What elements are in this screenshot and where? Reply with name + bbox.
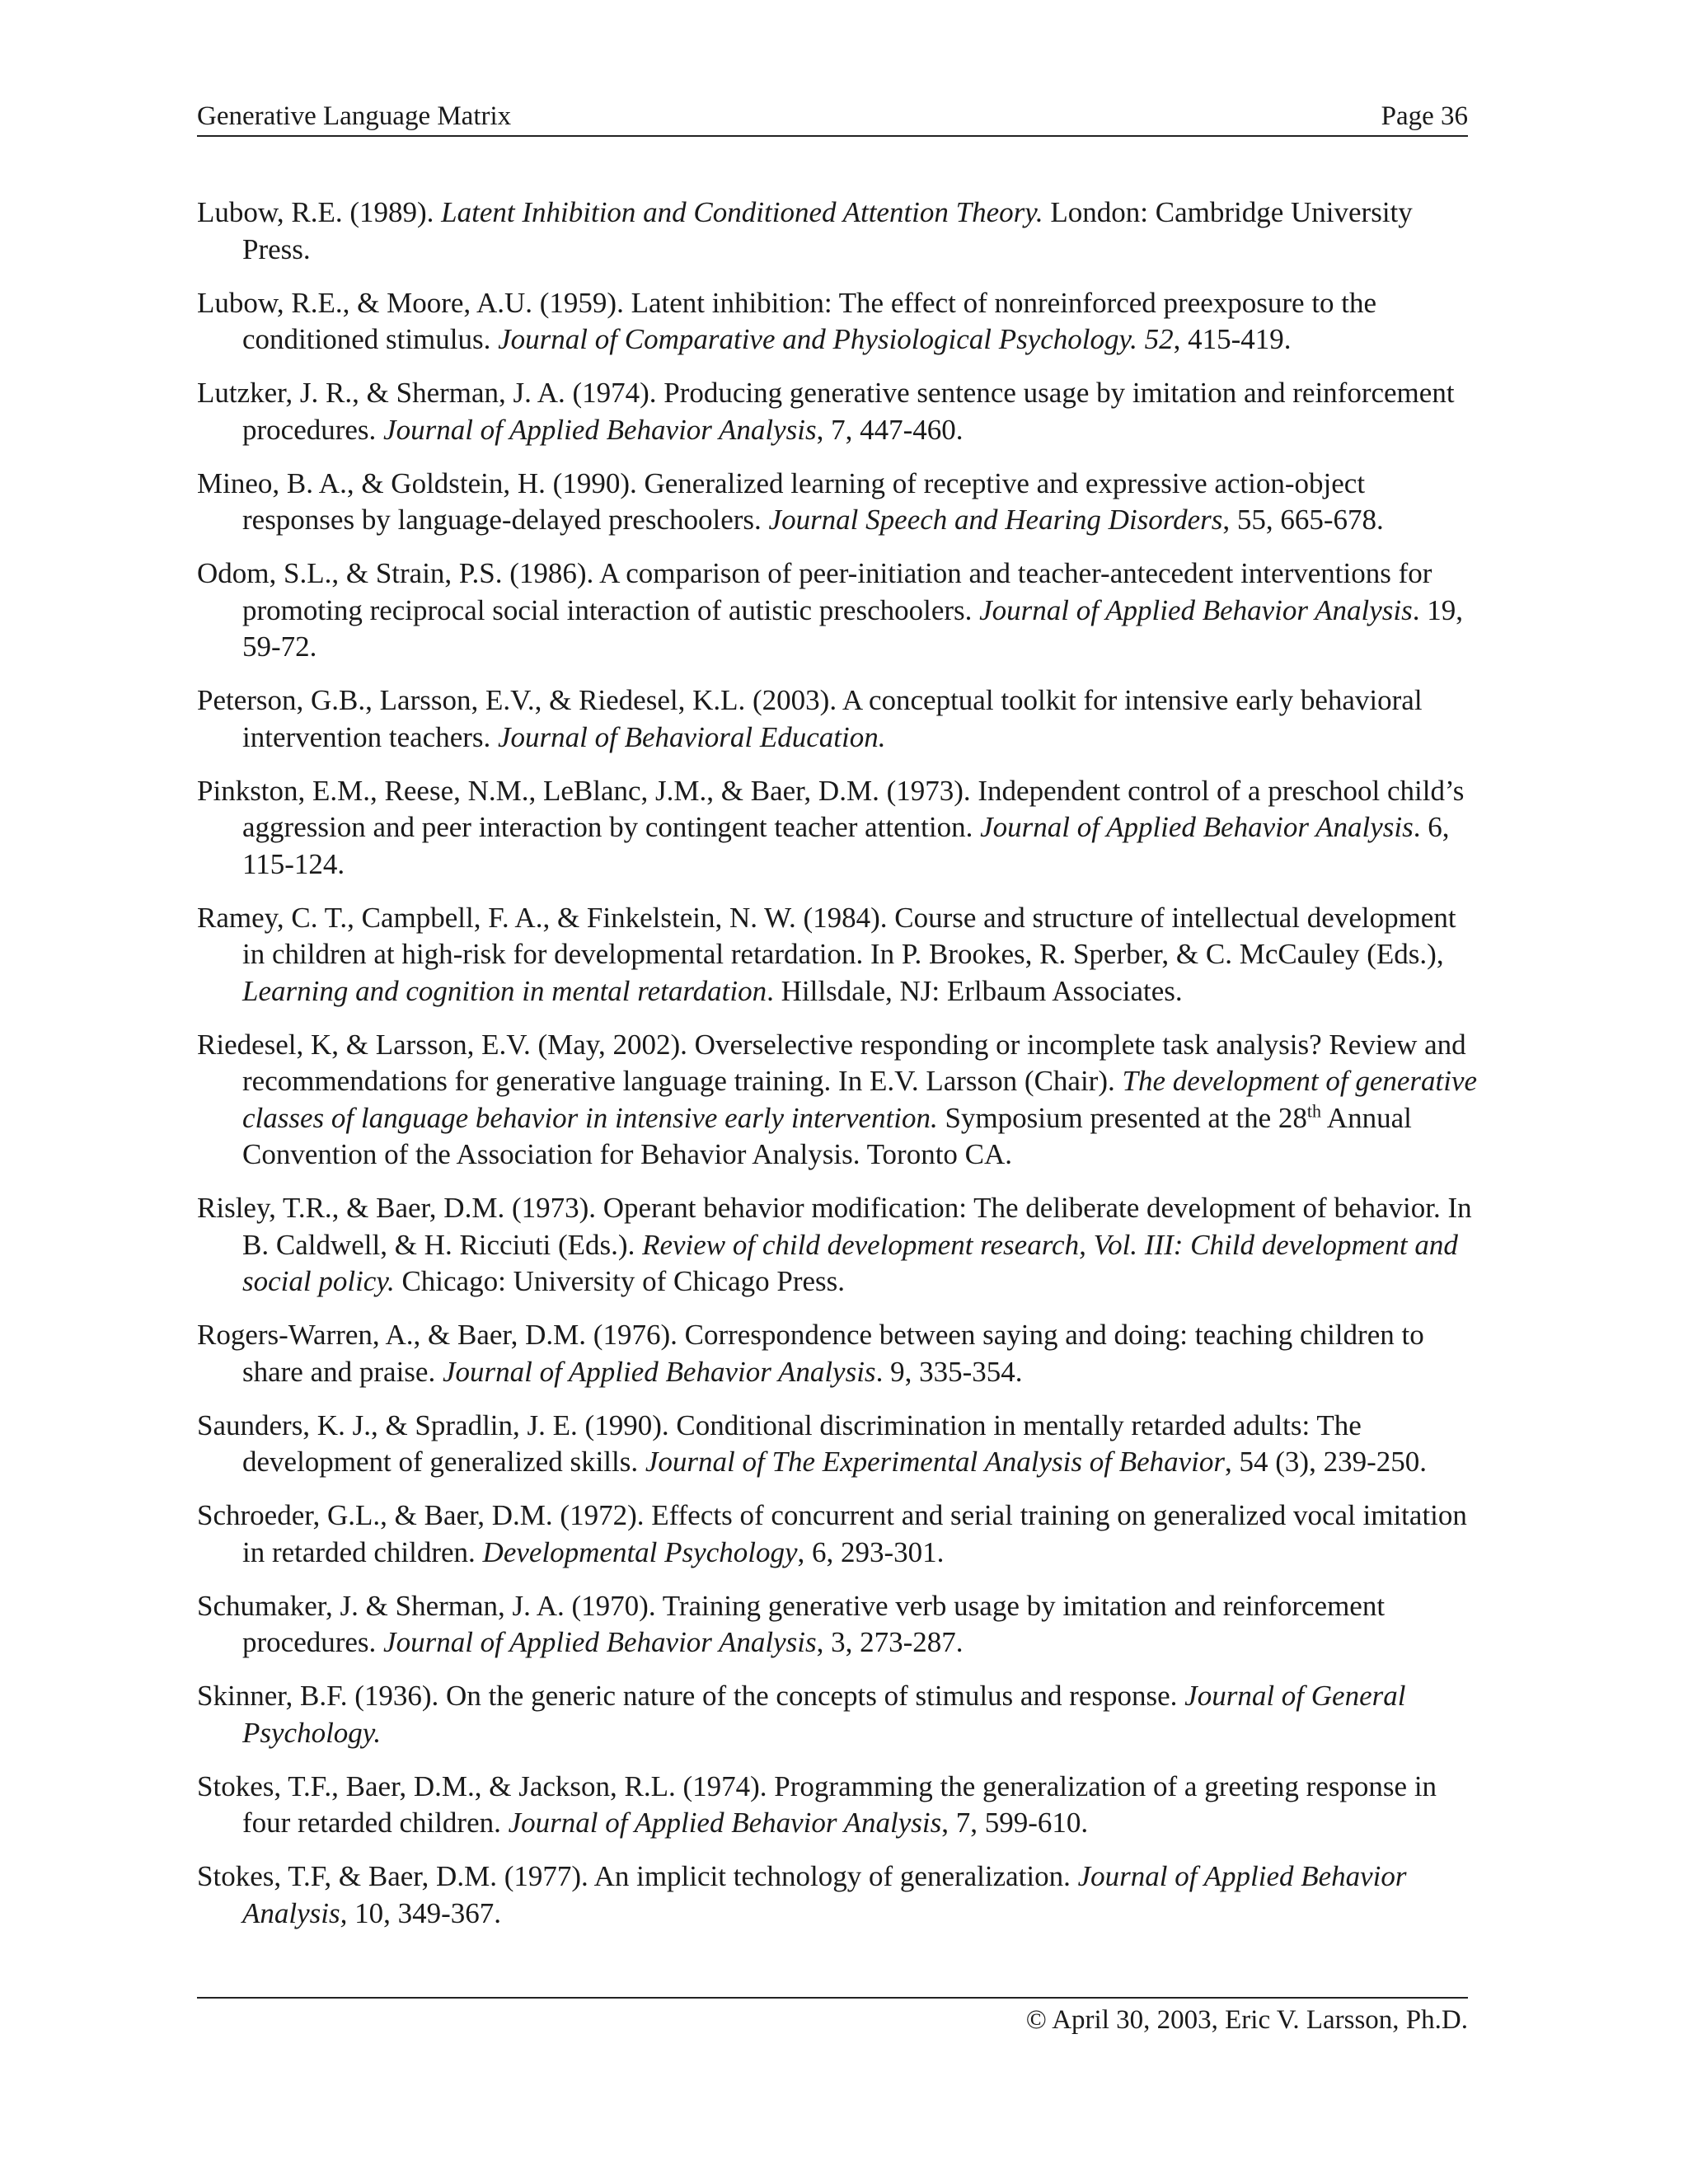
reference-entry: Rogers-Warren, A., & Baer, D.M. (1976). Correspondence between saying and doing: teaching children to share and praise. Journal of Applied Behavior Analysis. 9, 335-354. xyxy=(197,1319,1424,1388)
reference-entry: Odom, S.L., & Strain, P.S. (1986). A comparison of peer-initiation and teacher-antecedent interventions for promoting reciprocal social interaction of autistic preschoolers. Journal of Applied Behavior Analysis. 19, 59-72. xyxy=(197,557,1463,663)
footer-divider xyxy=(197,1997,1468,1999)
reference-entry: Peterson, G.B., Larsson, E.V., & Riedesel, K.L. (2003). A conceptual toolkit for intensive early behavioral intervention teachers. Journal of Behavioral Education. xyxy=(197,684,1423,753)
reference-entry: Skinner, B.F. (1936). On the generic nature of the concepts of stimulus and response. Journal of General Psychology. xyxy=(197,1680,1406,1749)
page-header xyxy=(197,97,1468,137)
reference-entry: Ramey, C. T., Campbell, F. A., & Finkelstein, N. W. (1984). Course and structure of intellectual development in children at high-risk for developmental retardation. In P. Brookes, R. Sperber, & C. McCauley (Eds.), Learning and cognition in mental retardation. Hillsdale, NJ: Erlbaum Associates. xyxy=(197,901,1456,1007)
reference-entry: Risley, T.R., & Baer, D.M. (1973). Operant behavior modification: The deliberate development of behavior. In B. Caldwell, & H. Ricciuti (Eds.). Review of child development research, Vol. III: Child development and social policy. Chicago: University of Chicago Press. xyxy=(197,1192,1472,1297)
reference-entry: Stokes, T.F, & Baer, D.M. (1977). An implicit technology of generalization. Journal of Applied Behavior Analysis, 10, 349-367. xyxy=(197,1860,1407,1929)
page-number: Page 36 xyxy=(1381,101,1468,131)
reference-entry: Riedesel, K, & Larsson, E.V. (May, 2002). Overselective responding or incomplete task analysis? Review and recommendations for generative language training. In E.V. Larsson (Chair). The development of generative classes of language behavior in intensive early intervention. Symposium presented at the 28th Annual Convention of the Association for Behavior Analysis. Toronto CA. xyxy=(197,1028,1478,1170)
reference-entry: Pinkston, E.M., Reese, N.M., LeBlanc, J.M., & Baer, D.M. (1973). Independent control of a preschool child’s aggression and peer interaction by contingent teacher attention. Journal of Applied Behavior Analysis. 6, 115-124. xyxy=(197,774,1465,880)
reference-entry: Schumaker, J. & Sherman, J. A. (1970). Training generative verb usage by imitation and reinforcement procedures. Journal of Applied Behavior Analysis, 3, 273-287. xyxy=(197,1589,1386,1658)
reference-entry: Lubow, R.E. (1989). Latent Inhibition and Conditioned Attention Theory. London: Cambridge University Press. xyxy=(197,196,1413,265)
reference-list xyxy=(197,194,1483,1949)
running-title: Generative Language Matrix xyxy=(197,101,512,131)
reference-entry: Lubow, R.E., & Moore, A.U. (1959). Latent inhibition: The effect of nonreinforced preexposure to the conditioned stimulus. Journal of Comparative and Physiological Psychology. 52, 415-419. xyxy=(197,286,1377,355)
reference-entry: Schroeder, G.L., & Baer, D.M. (1972). Effects of concurrent and serial training on generalized vocal imitation in retarded children. Developmental Psychology, 6, 293-301. xyxy=(197,1499,1467,1568)
reference-entry: Stokes, T.F., Baer, D.M., & Jackson, R.L. (1974). Programming the generalization of a greeting response in four retarded children. Journal of Applied Behavior Analysis, 7, 599-610. xyxy=(197,1769,1437,1839)
reference-entry: Mineo, B. A., & Goldstein, H. (1990). Generalized learning of receptive and expressive action-object responses by language-delayed preschoolers. Journal Speech and Hearing Disorders, 55, 665-678. xyxy=(197,466,1384,536)
reference-entry: Lutzker, J. R., & Sherman, J. A. (1974). Producing generative sentence usage by imitation and reinforcement procedures. Journal of Applied Behavior Analysis, 7, 447-460. xyxy=(197,377,1455,446)
reference-entry: Saunders, K. J., & Spradlin, J. E. (1990). Conditional discrimination in mentally retarded adults: The development of generalized skills. Journal of The Experimental Analysis of Behavior, 54 (3), 239-250. xyxy=(197,1408,1427,1478)
copyright-footer: © April 30, 2003, Eric V. Larsson, Ph.D. xyxy=(1025,2005,1468,2035)
